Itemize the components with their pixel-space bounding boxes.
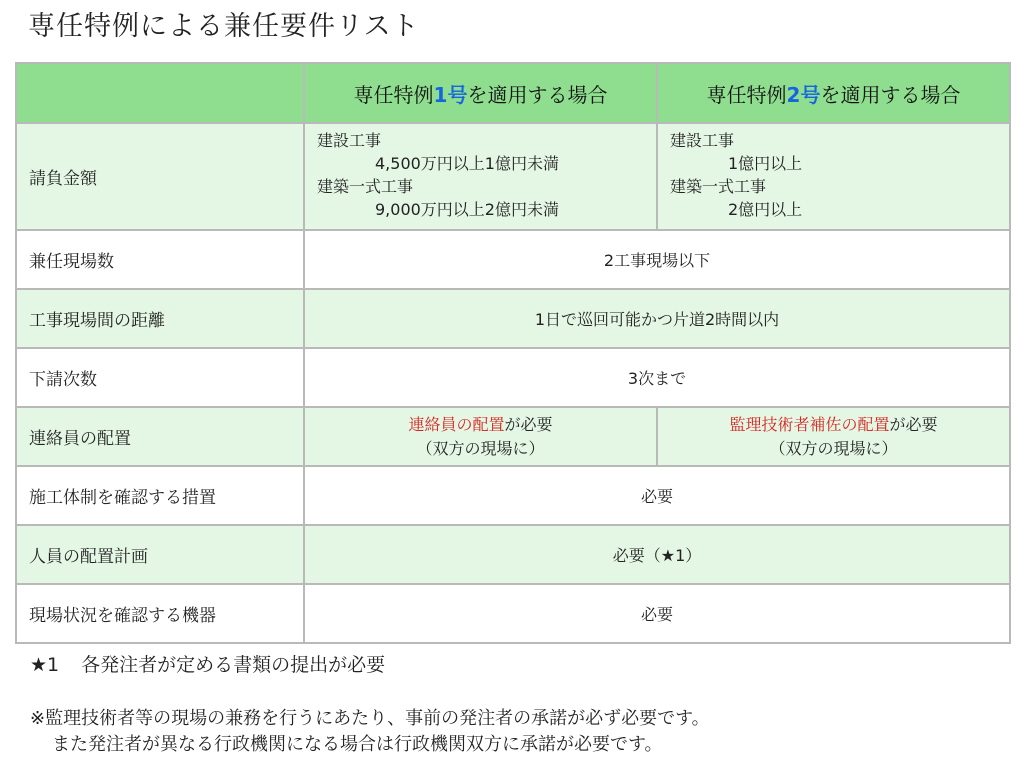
subcontract-value: 3次まで — [304, 348, 1010, 407]
distance-value: 1日で巡回可能かつ片道2時間以内 — [304, 289, 1010, 348]
table-row-sites — [16, 230, 1010, 289]
table-row-liaison — [16, 407, 1010, 466]
table-row-measures — [16, 466, 1010, 525]
header-special-2-number: 2号 — [786, 82, 821, 107]
row-label-measures: 施工体制を確認する措置 — [16, 466, 304, 525]
remark-line-1: ※監理技術者等の現場の兼務を行うにあたり、事前の発注者の承諾が必ず必要です。 — [30, 708, 710, 729]
table-header-row — [16, 63, 1010, 123]
amount-2-type-b: 建築一式工事 — [670, 177, 767, 196]
row-label-distance: 工事現場間の距離 — [16, 289, 304, 348]
header-special-1 — [304, 63, 657, 123]
header-special-2-suffix: を適用する場合 — [820, 82, 961, 107]
footnote-star-text: 各発注者が定める書類の提出が必要 — [81, 654, 386, 676]
row-label-devices: 現場状況を確認する機器 — [16, 584, 304, 643]
amount-2-type-a: 建設工事 — [670, 131, 735, 150]
liaison-1-line1 — [305, 413, 656, 437]
row-label-subcontract: 下請次数 — [16, 348, 304, 407]
row-label-plan: 人員の配置計画 — [16, 525, 304, 584]
star-mark: ★1 — [30, 654, 60, 676]
measures-value: 必要 — [304, 466, 1010, 525]
liaison-1-line2: （双方の現場に） — [416, 438, 545, 458]
table-row-plan — [16, 525, 1010, 584]
header-special-1-number: 1号 — [433, 82, 468, 107]
plan-value: 必要（★1） — [304, 525, 1010, 584]
liaison-special-2 — [657, 407, 1010, 466]
header-special-1-prefix: 専任特例 — [353, 82, 434, 107]
row-label-amount: 請負金額 — [16, 123, 304, 230]
amount-special-1 — [304, 123, 657, 230]
table-row-amount — [16, 123, 1010, 230]
table-row-devices — [16, 584, 1010, 643]
footnote-star — [30, 650, 385, 677]
liaison-2-rest: が必要 — [889, 414, 938, 434]
table-row-distance — [16, 289, 1010, 348]
amount-1-type-b: 建築一式工事 — [317, 177, 414, 196]
liaison-1-highlight: 連絡員の配置 — [408, 414, 505, 434]
liaison-1-rest: が必要 — [504, 414, 553, 434]
amount-1-type-a: 建設工事 — [317, 131, 382, 150]
header-special-1-suffix: を適用する場合 — [467, 82, 608, 107]
amount-1-range-a: 4,500万円以上1億円未満 — [375, 154, 559, 173]
amount-special-2 — [657, 123, 1010, 230]
header-empty-cell — [16, 63, 304, 123]
page-title: 専任特例による兼任要件リスト — [28, 11, 420, 42]
liaison-2-line2: （双方の現場に） — [769, 438, 898, 458]
sites-value: 2工事現場以下 — [304, 230, 1010, 289]
liaison-2-highlight: 監理技術者補佐の配置 — [729, 414, 890, 434]
header-special-2-prefix: 専任特例 — [706, 82, 787, 107]
requirements-table — [15, 62, 1011, 644]
row-label-liaison: 連絡員の配置 — [16, 407, 304, 466]
header-special-2 — [657, 63, 1010, 123]
table-row-subcontract — [16, 348, 1010, 407]
liaison-2-line1 — [658, 413, 1009, 437]
amount-2-range-b: 2億円以上 — [728, 200, 803, 219]
devices-value: 必要 — [304, 584, 1010, 643]
remark-note — [30, 706, 710, 758]
amount-1-range-b: 9,000万円以上2億円未満 — [375, 200, 559, 219]
row-label-sites: 兼任現場数 — [16, 230, 304, 289]
amount-2-range-a: 1億円以上 — [728, 154, 803, 173]
liaison-special-1 — [304, 407, 657, 466]
remark-line-2: また発注者が異なる行政機関になる場合は行政機関双方に承諾が必要です。 — [52, 734, 663, 755]
